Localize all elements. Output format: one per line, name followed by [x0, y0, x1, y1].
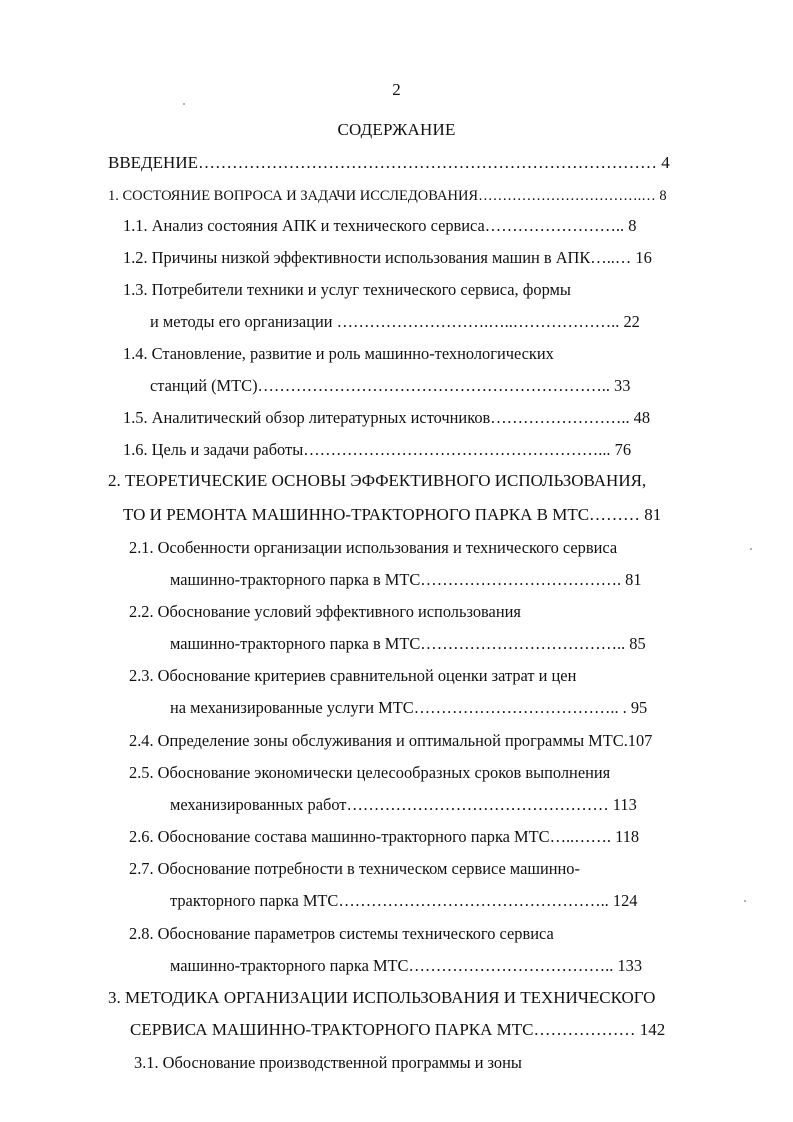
- page-number: 2: [392, 80, 401, 99]
- toc-title: СОДЕРЖАНИЕ: [337, 120, 456, 139]
- toc-entry-2-3-cont: на механизированные услуги МТС……………………………….. . 95: [170, 698, 648, 717]
- toc-entry-2-8: 2.8. Обоснование параметров системы технического сервиса: [129, 924, 554, 943]
- toc-entry-1-4: 1.4. Становление, развитие и роль машинно-технологических: [123, 344, 554, 363]
- toc-entry-chapter-2: 2. ТЕОРЕТИЧЕСКИЕ ОСНОВЫ ЭФФЕКТИВНОГО ИСПОЛЬЗОВАНИЯ,: [108, 471, 647, 490]
- toc-entry-2-1: 2.1. Особенности организации использования и технического сервиса: [129, 538, 618, 557]
- toc-entry-2-4: 2.4. Определение зоны обслуживания и оптимальной программы МТС.107: [129, 731, 653, 750]
- toc-entry-2-6: 2.6. Обоснование состава машинно-тракторного парка МТС…..……. 118: [129, 827, 640, 846]
- toc-entry-2-3: 2.3. Обоснование критериев сравнительной оценки затрат и цен: [129, 666, 577, 685]
- toc-entry-chapter-3: 3. МЕТОДИКА ОРГАНИЗАЦИИ ИСПОЛЬЗОВАНИЯ И ТЕХНИЧЕСКОГО: [108, 988, 656, 1007]
- toc-entry-2-5: 2.5. Обоснование экономически целесообразных сроков выполнения: [129, 763, 611, 782]
- toc-entry-introduction: ВВЕДЕНИЕ……………………………………………………………………… 4: [108, 153, 670, 172]
- toc-entry-2-2: 2.2. Обоснование условий эффективного использования: [129, 602, 521, 621]
- toc-entry-chapter-3-cont: СЕРВИСА МАШИННО-ТРАКТОРНОГО ПАРКА МТС……………… 142: [130, 1020, 666, 1039]
- scan-speck: [744, 900, 746, 902]
- toc-entry-1-2: 1.2. Причины низкой эффективности использования машин в АПК…..… 16: [123, 248, 652, 267]
- toc-entry-2-7: 2.7. Обоснование потребности в техническом сервисе машинно-: [129, 859, 580, 878]
- toc-entry-1-3: 1.3. Потребители техники и услуг технического сервиса, формы: [123, 280, 571, 299]
- toc-entry-3-1: 3.1. Обоснование производственной программы и зоны: [134, 1053, 522, 1072]
- toc-entry-1-1: 1.1. Анализ состояния АПК и технического сервиса…………………….. 8: [123, 216, 637, 235]
- toc-entry-chapter-2-cont: ТО И РЕМОНТА МАШИННО-ТРАКТОРНОГО ПАРКА В МТС……… 81: [123, 505, 662, 524]
- toc-entry-chapter-1: 1. СОСТОЯНИЕ ВОПРОСА И ЗАДАЧИ ИССЛЕДОВАНИЯ…………………………….… 8: [108, 188, 667, 204]
- toc-entry-1-4-cont: станций (МТС)……………………………………………………….. 33: [150, 376, 631, 395]
- toc-entry-2-5-cont: механизированных работ………………………………………… 113: [170, 795, 637, 814]
- scan-speck: [750, 548, 752, 550]
- toc-entry-1-6: 1.6. Цель и задачи работы………………………………………………... 76: [123, 440, 632, 459]
- toc-entry-2-2-cont: машинно-тракторного парка в МТС……………………………….. 85: [170, 634, 646, 653]
- toc-entry-1-5: 1.5. Аналитический обзор литературных источников…………………….. 48: [123, 408, 651, 427]
- toc-entry-2-7-cont: тракторного парка МТС………………………………………….. 124: [170, 891, 638, 910]
- toc-entry-1-3-cont: и методы его организации ……………………….…..……………….. 22: [150, 312, 640, 331]
- scan-speck: [183, 103, 185, 105]
- toc-entry-2-1-cont: машинно-тракторного парка в МТС………………………………. 81: [170, 570, 642, 589]
- toc-entry-2-8-cont: машинно-тракторного парка МТС……………………………….. 133: [170, 956, 643, 975]
